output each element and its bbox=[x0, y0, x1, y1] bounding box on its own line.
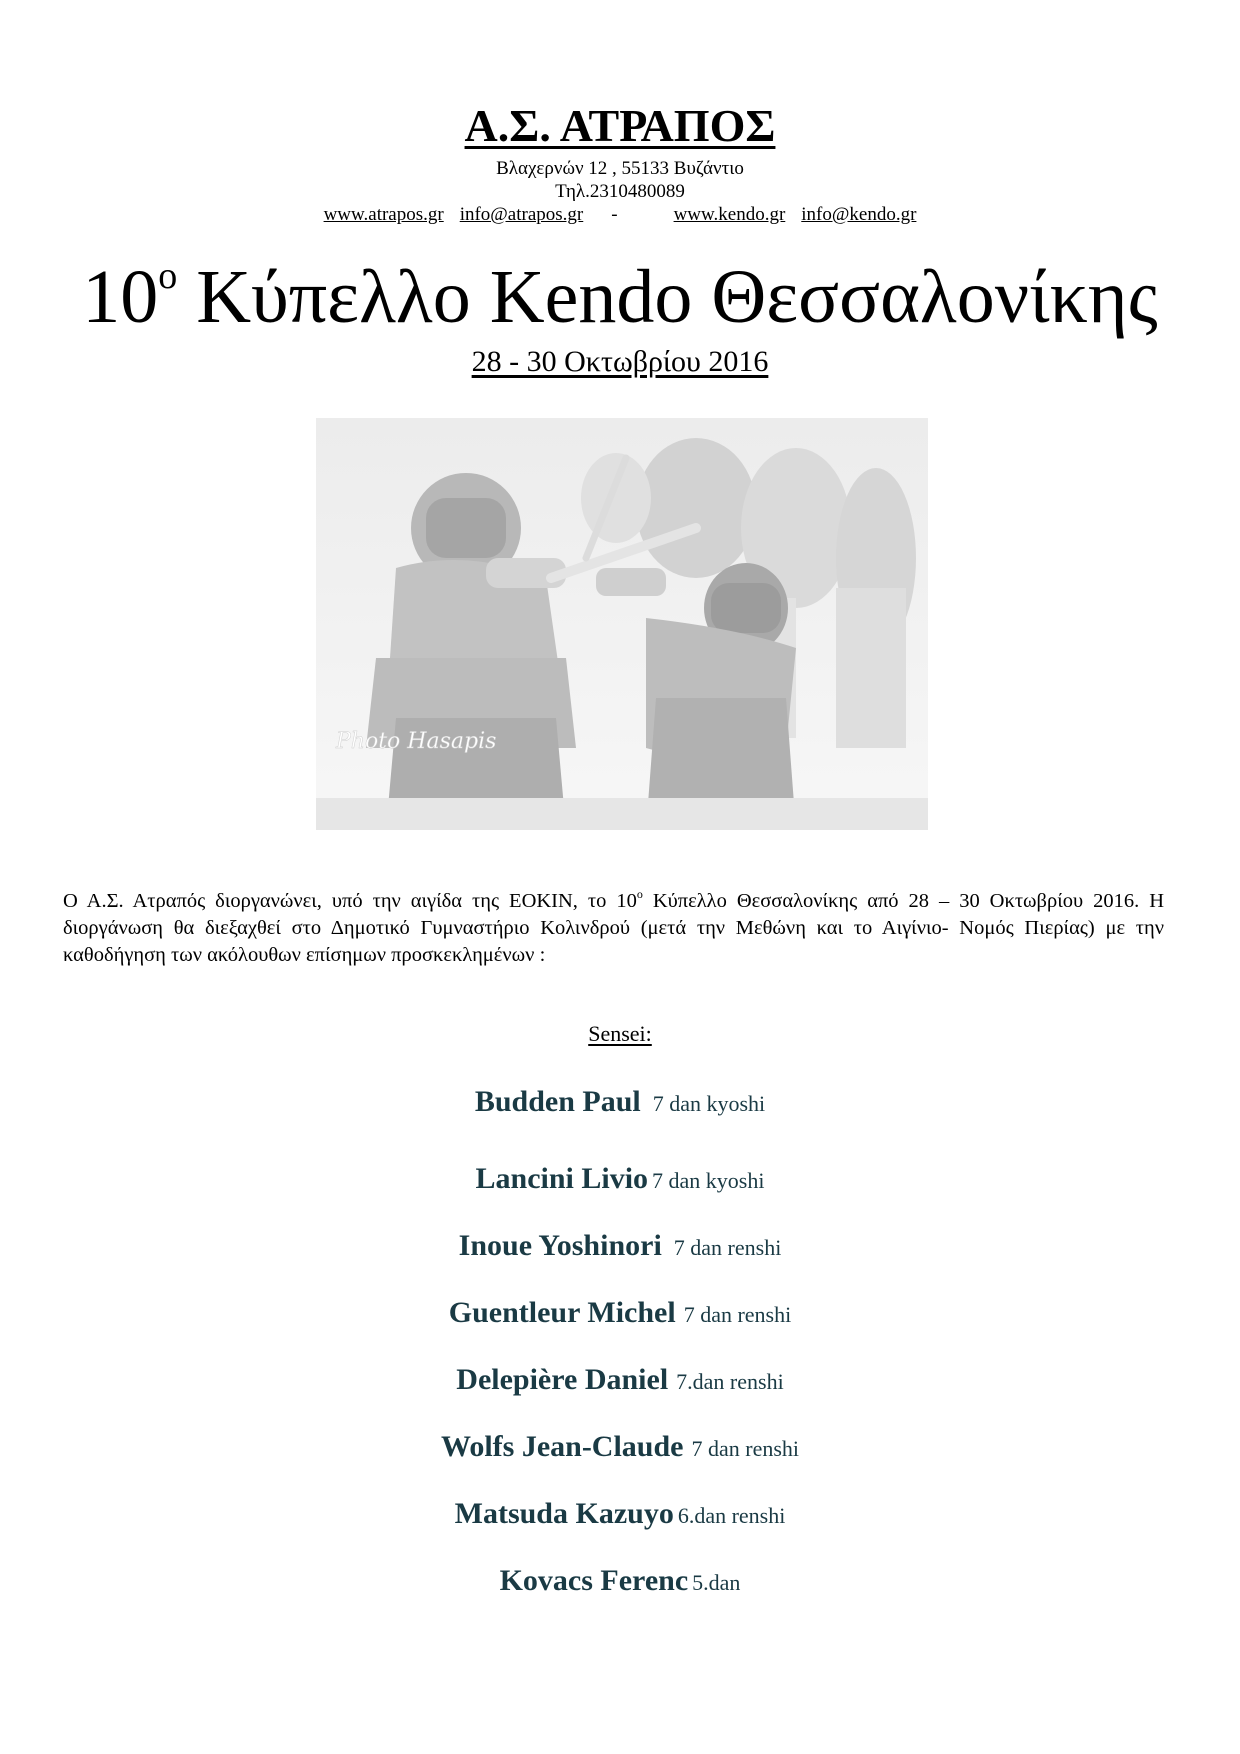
organization-links bbox=[0, 203, 1240, 227]
kendo-photo-illustration bbox=[316, 418, 928, 830]
sensei-name: Kovacs Ferenc bbox=[499, 1564, 689, 1597]
event-title-text: Κύπελλο Kendo Θεσσαλονίκης bbox=[177, 255, 1158, 339]
organization-phone: Τηλ.2310480089 bbox=[555, 181, 685, 202]
sensei-name: Delepière Daniel bbox=[456, 1363, 669, 1396]
organization-name: Α.Σ. ΑΤΡΑΠΟΣ bbox=[464, 100, 776, 151]
atrapos-website-link[interactable]: www.atrapos.gr bbox=[323, 204, 444, 225]
atrapos-email-link[interactable]: info@atrapos.gr bbox=[459, 204, 584, 225]
intro-text-part2: Κύπελλο Θεσσαλονίκης από 28 – 30 Οκτωβρίου 2016. Η διοργάνωση θα διεξαχθεί στο Δημοτικό Γυμναστήριο Κολινδρού (μετά την Μεθώνη και το Αιγίνιο- Νομός Πιερίας) με την καθοδήγηση των ακόλουθων επίσημων προσκεκλημένων : bbox=[63, 890, 1164, 966]
event-dates: 28 - 30 Οκτωβρίου 2016 bbox=[471, 345, 769, 378]
intro-paragraph bbox=[63, 888, 1164, 969]
sensei-rank: 6.dan renshi bbox=[677, 1503, 786, 1528]
event-title-superscript: ο bbox=[158, 255, 178, 297]
sensei-rank: 7 dan kyoshi bbox=[652, 1091, 766, 1116]
sensei-name: Wolfs Jean-Claude bbox=[440, 1430, 684, 1463]
intro-superscript: ο bbox=[636, 887, 643, 901]
sensei-rank: 7 dan renshi bbox=[673, 1235, 782, 1260]
sensei-row bbox=[0, 1162, 1240, 1196]
sensei-rank: 7 dan renshi bbox=[691, 1436, 800, 1461]
sensei-row bbox=[0, 1296, 1240, 1330]
links-separator: - bbox=[611, 204, 618, 225]
organization-address: Βλαχερνών 12 , 55133 Βυζάντιο bbox=[496, 158, 744, 179]
sensei-row bbox=[0, 1430, 1240, 1464]
sensei-name: Inoue Yoshinori bbox=[458, 1229, 662, 1262]
sensei-row bbox=[0, 1229, 1240, 1263]
sensei-heading: Sensei: bbox=[588, 1021, 652, 1046]
intro-text-part1: Ο Α.Σ. Ατραπός διοργανώνει, υπό την αιγίδα της ΕΟΚΙΝ, το 10 bbox=[63, 890, 637, 912]
sensei-row bbox=[0, 1085, 1240, 1119]
photo-watermark: Photo Hasapis bbox=[336, 729, 497, 754]
event-photo bbox=[316, 418, 928, 830]
event-title-number: 10 bbox=[82, 255, 159, 339]
sensei-rank: 7.dan renshi bbox=[676, 1369, 784, 1394]
sensei-row bbox=[0, 1363, 1240, 1397]
sensei-rank: 5.dan bbox=[692, 1570, 741, 1595]
sensei-name: Lancini Livio bbox=[475, 1162, 649, 1195]
kendo-website-link[interactable]: www.kendo.gr bbox=[673, 204, 786, 225]
sensei-row bbox=[0, 1497, 1240, 1531]
sensei-rank: 7 dan renshi bbox=[683, 1302, 792, 1327]
sensei-name: Matsuda Kazuyo bbox=[454, 1497, 674, 1530]
event-title bbox=[0, 252, 1240, 342]
sensei-row bbox=[0, 1564, 1240, 1598]
sensei-name: Budden Paul bbox=[474, 1085, 641, 1118]
kendo-email-link[interactable]: info@kendo.gr bbox=[801, 204, 917, 225]
sensei-name: Guentleur Michel bbox=[448, 1296, 676, 1329]
sensei-rank: 7 dan kyoshi bbox=[652, 1168, 765, 1193]
